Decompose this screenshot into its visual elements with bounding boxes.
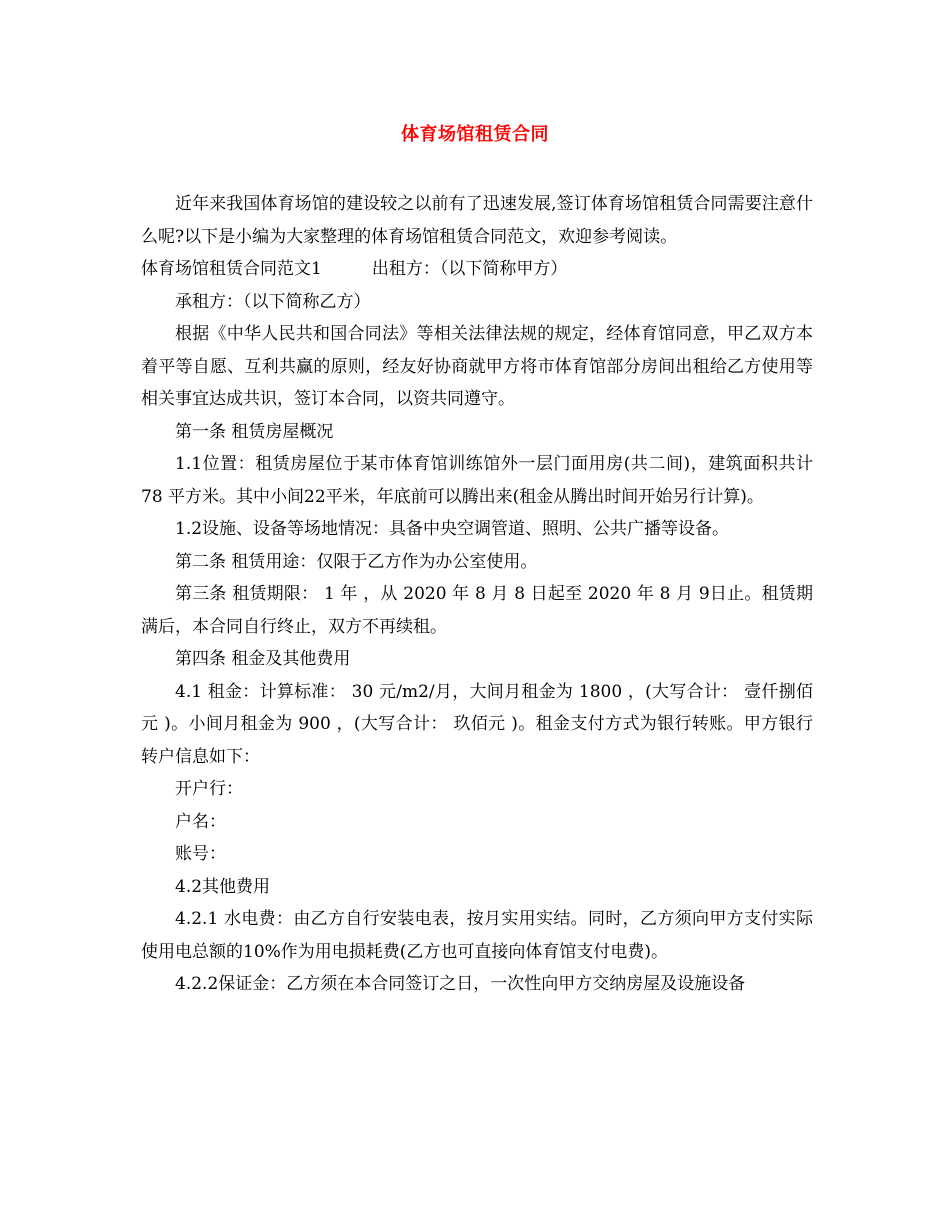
clause-4-2-1: 4.2.1 水电费：由乙方自行安装电表，按月实用实结。同时，乙方须向甲方支付实际使用电总额的10%作为用电损耗费(乙方也可直接向体育馆支付电费)。 [141,909,813,962]
lessee-label: 承租方：（以下简称乙方） [175,291,371,312]
sample-heading: 体育场馆租赁合同范文1 [141,259,322,279]
article-1-heading: 第一条 租赁房屋概况 [175,421,334,442]
preamble-paragraph: 根据《中华人民共和国合同法》等相关法律法规的规定，经体育馆同意，甲乙双方本着平等自愿、互利共赢的原则，经友好协商就甲方将市体育馆部分房间出租给乙方使用等相关事宜达成共识，签订本合同，以资共同遵守。 [141,324,813,409]
document-body [141,188,819,1001]
article-2: 第二条 租赁用途：仅限于乙方作为办公室使用。 [175,551,538,572]
intro-paragraph: 近年来我国体育场馆的建设较之以前有了迅速发展,签订体育场馆租赁合同需要注意什么呢?以下是小编为大家整理的体育场馆租赁合同范文，欢迎参考阅读。 [141,194,813,247]
sample-heading-line [141,253,813,286]
account-name-field: 户名： [175,811,226,832]
clause-1-1: 1.1位置：租赁房屋位于某市体育馆训练馆外一层门面用房(共二间)，建筑面积共计 78 平方米。其中小间22平米，年底前可以腾出来(租金从腾出时间开始另行计算)。 [141,454,819,507]
clause-4-1: 4.1 租金：计算标准： 30 元/m2/月，大间月租金为 1800 ，(大写合计： 壹仟捌佰元 )。小间月租金为 900 ，(大写合计： 玖佰元 )。租金支付方式为银行转账。甲方银行转户信息如下： [141,681,813,767]
clause-1-2: 1.2设施、设备等场地情况：具备中央空调管道、照明、公共广播等设备。 [175,519,730,539]
document-title: 体育场馆租赁合同 [401,124,549,145]
bank-name-field: 开户行： [175,779,243,799]
account-number-field: 账号： [175,844,226,864]
clause-4-2-2: 4.2.2保证金：乙方须在本合同签订之日，一次性向甲方交纳房屋及设施设备 [175,974,746,994]
clause-4-2-heading: 4.2其他费用 [175,876,271,897]
lessor-label: 出租方：（以下简称甲方） [371,259,568,279]
article-4-heading: 第四条 租金及其他费用 [175,649,351,669]
article-3: 第三条 租赁期限： 1 年 ，从 2020 年 8 月 8 日起至 2020 年 8 月 9日止。租赁期满后，本合同自行终止，双方不再续租。 [141,584,813,637]
